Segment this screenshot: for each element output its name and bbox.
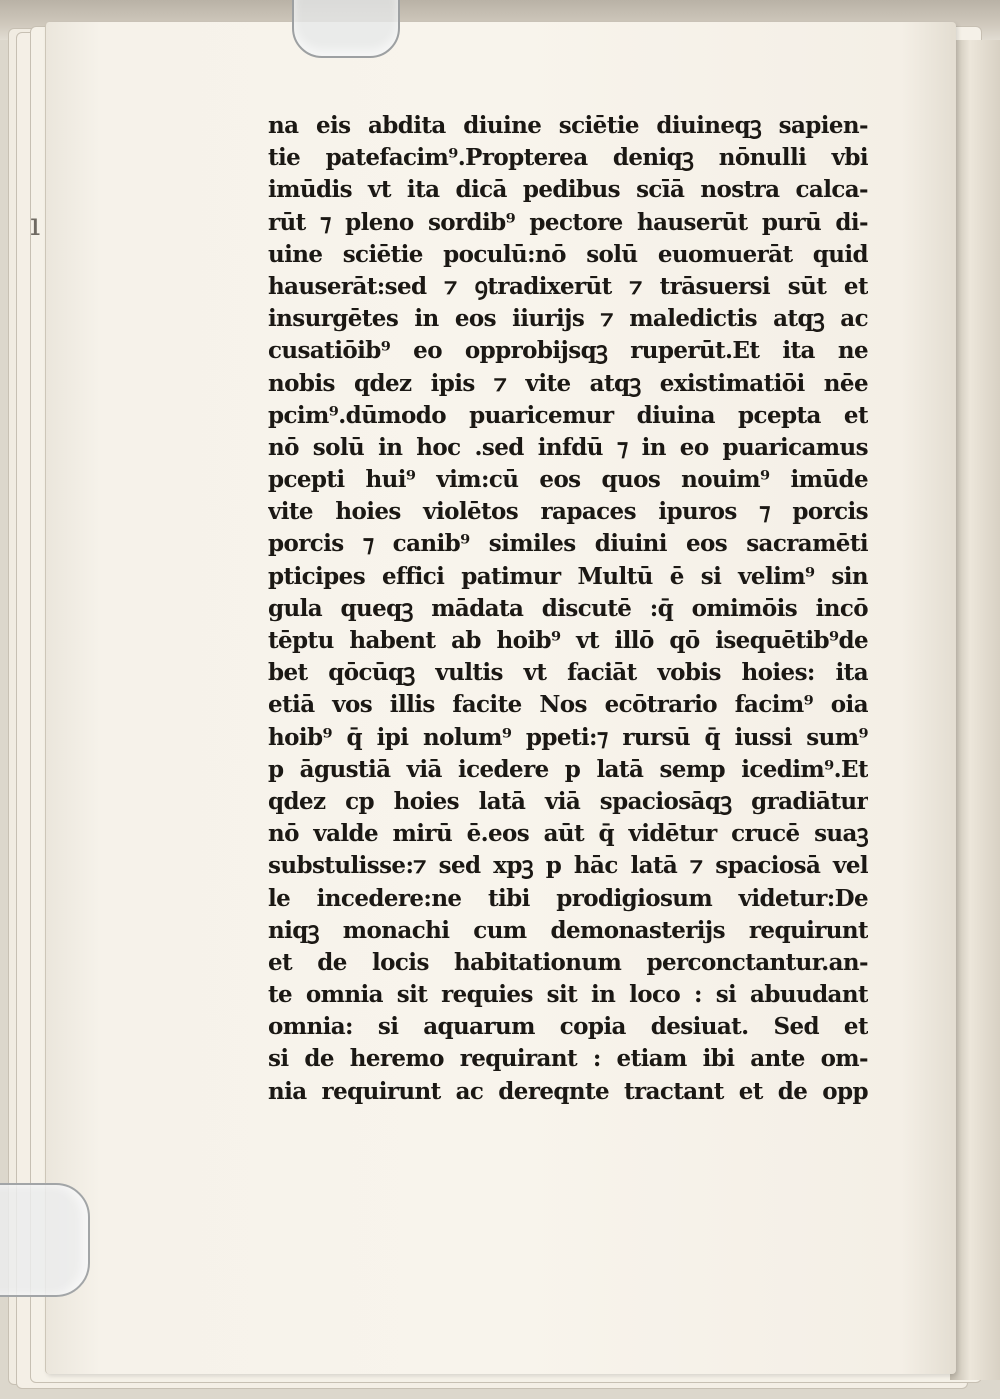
text-line: hoib⁹ q̄ ipi nolum⁹ ppeti:⁊ rursū q̄ iussi sum⁹ [268,723,868,751]
text-line: tie patefacim⁹.Propterea deniqꝫ nōnulli vbi [268,144,868,172]
text-line: si de heremo requirant : etiam ibi ante om- [268,1045,868,1073]
text-line: omnia: si aquarum copia desiuat. Sed et [268,1013,868,1041]
text-line: qdez cp hoies latā viā spaciosāqꝫ gradiātur [268,787,868,815]
text-line: nō valde mirū ē.eos aūt q̄ vidētur crucē suaꝫ [268,820,868,848]
text-line: nia requirunt ac dereqnte tractant et de opp [268,1077,868,1105]
text-line: uine sciētie poculū:nō solū euomuerāt quid [268,240,868,268]
text-line: nō solū in hoc .sed infdū ⁊ in eo puaricamus [268,433,868,461]
text-line: porcis ⁊ canib⁹ similes diuini eos sacramēti [268,530,868,558]
text-line: pticipes effici patimur Multū ē si velim⁹ sin [268,562,868,590]
top-page-clip [292,0,400,58]
text-line: substulisse:⁊ sed xpꝫ p hāc latā ⁊ spaciosā vel [268,852,868,880]
text-line: et de locis habitationum perconctantur.an- [268,948,868,976]
text-line: rūt ⁊ pleno sordib⁹ pectore hauserūt purū di- [268,208,868,236]
text-line: imūdis vt ita dicā pedibus scīā nostra calca- [268,176,868,204]
text-line: te omnia sit requies sit in loco : si abuudant [268,981,868,1009]
text-line: nobis qdez ipis ⁊ vite atqꝫ existimatiōi nēe [268,369,868,397]
text-line: p āgustiā viā icedere p latā semp icedim⁹.Et [268,755,868,783]
book-binding [950,40,1000,1380]
text-line: insurgētes in eos iiurijs ⁊ maledictis atqꝫ ac [268,305,868,333]
text-line: niqꝫ monachi cum demonasterijs requirunt [268,916,868,944]
text-block [268,110,868,1108]
text-line: pcim⁹.dūmodo puaricemur diuina pcepta et [268,401,868,429]
text-line: etiā vos illis facite Nos ecōtrario facim⁹ oia [268,691,868,719]
text-line: vite hoies violētos rapaces ipuros ⁊ porcis [268,498,868,526]
text-line: gula queqꝫ mādata discutē :q̄ omimōis incō [268,594,868,622]
text-line: cusatiōib⁹ eo opprobijsqꝫ ruperūt.Et ita ne [268,337,868,365]
margin-mark: ı [30,205,41,243]
text-line: tēptu habent ab hoib⁹ vt illō qō isequētib⁹de [268,627,868,654]
text-line: na eis abdita diuine sciētie diuineqꝫ sapien- [268,112,868,139]
text-line: hauserāt:sed ⁊ ꝯtradixerūt ⁊ trāsuersi sūt et [268,272,868,300]
text-line: bet qōcūqꝫ vultis vt faciāt vobis hoies: ita [268,659,868,687]
text-line: pcepti hui⁹ vim:cū eos quos nouim⁹ imūde [268,466,868,494]
side-page-clip [0,1183,90,1297]
text-line: le incedere:ne tibi prodigiosum videtur:De [268,884,868,912]
